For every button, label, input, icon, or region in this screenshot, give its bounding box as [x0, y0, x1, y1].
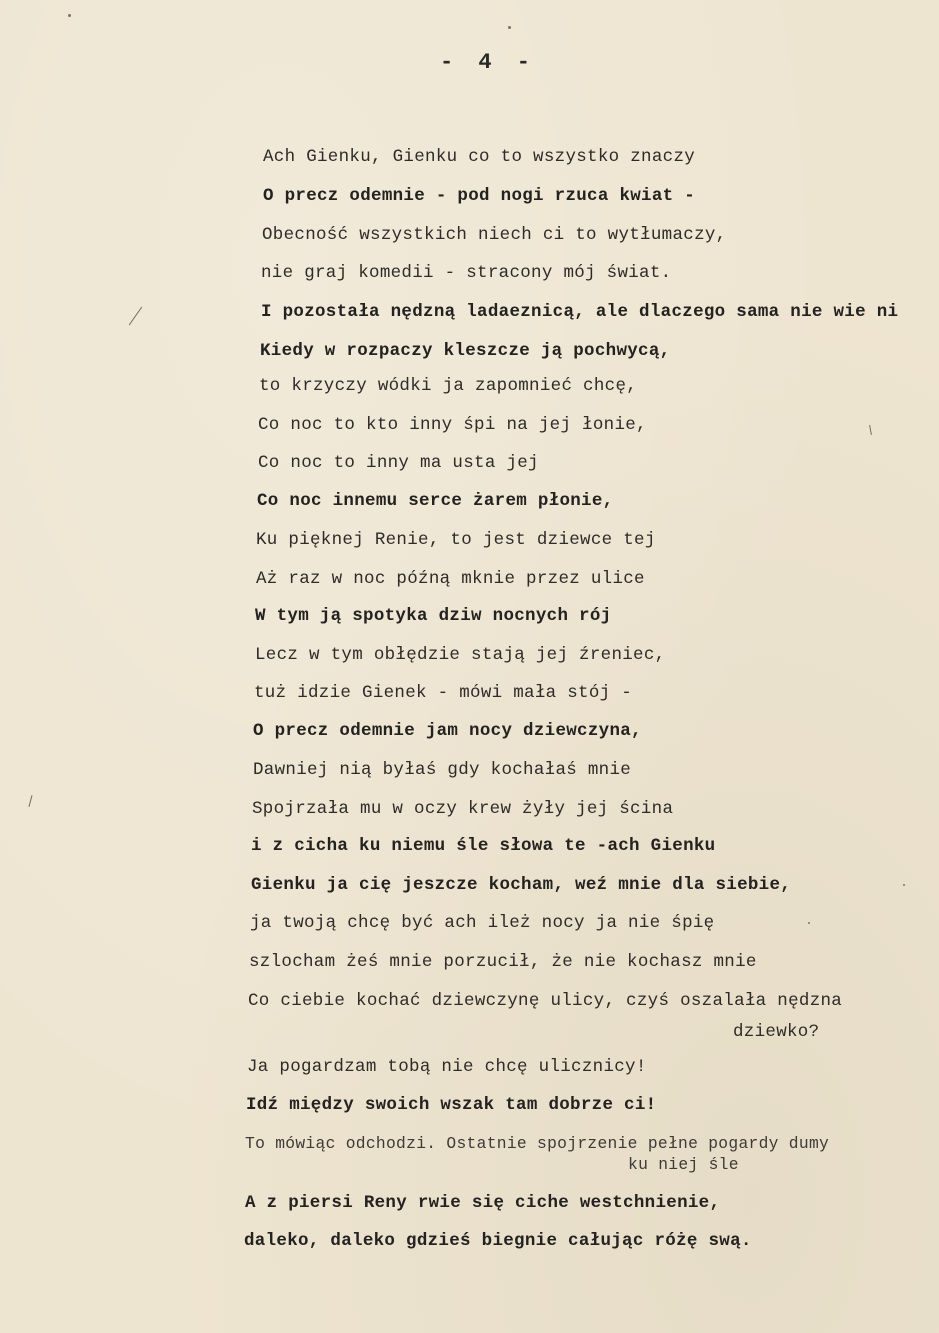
- poem-line-23-continued: dziewko?: [733, 1022, 820, 1042]
- poem-line-1: Ach Gienku, Gienku co to wszystko znaczy: [263, 147, 696, 167]
- poem-line-20: Gienku ja cię jeszcze kocham, weź mnie dla siebie,: [251, 875, 792, 895]
- poem-line-6: Kiedy w rozpaczy kleszcze ją pochwycą,: [260, 341, 671, 361]
- paper-speck-4: [808, 922, 810, 924]
- paper-speck-3: [903, 884, 905, 886]
- poem-line-2: O precz odemnie - pod nogi rzuca kwiat -: [263, 186, 696, 206]
- poem-line-12: Aż raz w noc późną mknie przez ulice: [256, 569, 645, 589]
- poem-line-24: Ja pogardzam tobą nie chcę ulicznicy!: [247, 1057, 647, 1077]
- paper-speck-1: [508, 26, 511, 29]
- poem-line-26-continued: ku niej śle: [628, 1155, 739, 1174]
- poem-line-21: ja twoją chcę być ach ileż nocy ja nie śpię: [250, 913, 715, 933]
- poem-line-13: W tym ją spotyka dziw nocnych rój: [255, 606, 612, 626]
- poem-line-16: O precz odemnie jam nocy dziewczyna,: [253, 721, 642, 741]
- poem-line-4: nie graj komedii - stracony mój świat.: [261, 263, 672, 283]
- poem-line-27: A z piersi Reny rwie się ciche westchnienie,: [245, 1193, 721, 1213]
- poem-line-7: to krzyczy wódki ja zapomnieć chcę,: [259, 376, 638, 396]
- paper-speck-2: [68, 14, 71, 17]
- poem-line-5: I pozostała nędzną ladaeznicą, ale dlaczego sama nie wie ni: [261, 302, 899, 322]
- poem-line-3: Obecność wszystkich niech ci to wytłumaczy,: [262, 225, 727, 245]
- poem-line-25: Idź między swoich wszak tam dobrze ci!: [246, 1095, 657, 1115]
- poem-line-19: i z cicha ku niemu śle słowa te -ach Gienku: [251, 836, 716, 856]
- poem-line-14: Lecz w tym obłędzie stają jej źreniec,: [255, 645, 666, 665]
- poem-line-23: Co ciebie kochać dziewczynę ulicy, czyś oszalała nędzna: [248, 991, 843, 1011]
- poem-line-11: Ku pięknej Renie, to jest dziewce tej: [256, 530, 656, 550]
- poem-line-26: To mówiąc odchodzi. Ostatnie spojrzenie pełne pogardy dumy: [245, 1134, 830, 1153]
- poem-line-8: Co noc to kto inny śpi na jej łonie,: [258, 415, 647, 435]
- poem-line-18: Spojrzała mu w oczy krew żyły jej ścina: [252, 799, 674, 819]
- page-number: - 4 -: [440, 50, 537, 75]
- poem-line-17: Dawniej nią byłaś gdy kochałaś mnie: [253, 760, 632, 780]
- poem-line-22: szlocham żeś mnie porzucił, że nie kochasz mnie: [249, 952, 757, 972]
- poem-line-10: Co noc innemu serce żarem płonie,: [257, 491, 614, 511]
- poem-line-28: daleko, daleko gdzieś biegnie całując różę swą.: [244, 1231, 752, 1251]
- poem-line-9: Co noc to inny ma usta jej: [258, 453, 539, 473]
- poem-line-15: tuż idzie Gienek - mówi mała stój -: [254, 683, 633, 703]
